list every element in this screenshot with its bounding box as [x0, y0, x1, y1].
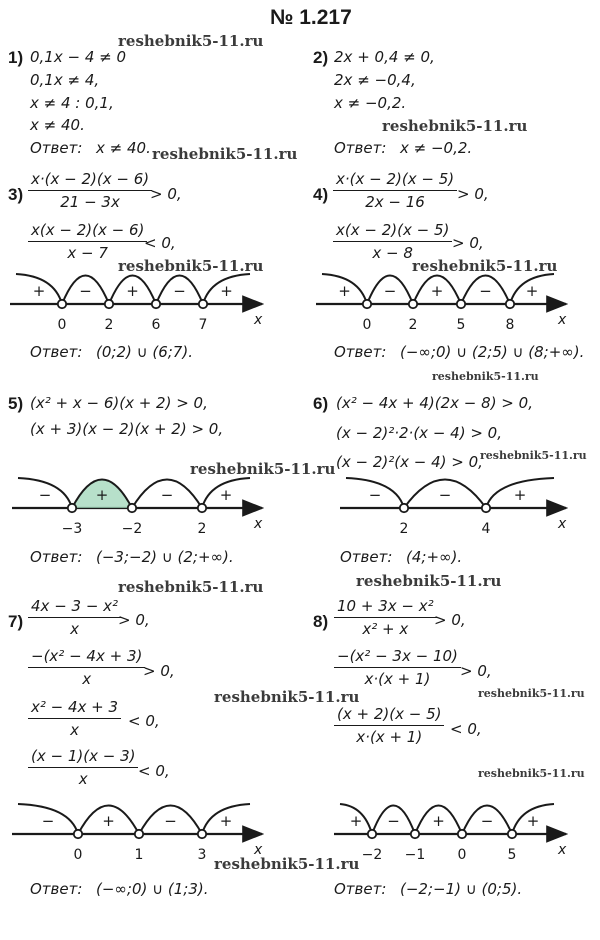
math-line: 2x ≠ −0,4,	[334, 71, 416, 89]
problem-number: 2)	[313, 48, 329, 67]
interval-sign: +	[338, 282, 351, 300]
number-line	[316, 274, 567, 333]
interval-sign: −	[79, 282, 92, 300]
excluded-point	[128, 504, 136, 512]
tick-label: 7	[198, 317, 208, 333]
excluded-point	[74, 830, 82, 838]
watermark: reshebnik5-11.ru	[480, 449, 587, 462]
interval-sign: −	[164, 812, 177, 830]
fraction-denominator: 2x − 16	[365, 193, 425, 211]
tick-label: −1	[404, 847, 426, 863]
interval-sign: +	[526, 812, 540, 830]
answer-label: Ответ:	[334, 139, 387, 157]
inequality-tail: < 0,	[450, 720, 482, 738]
answer-value: (0;2) ∪ (6;7).	[96, 343, 193, 361]
inequality-tail: > 0,	[452, 234, 484, 252]
axis-label: x	[558, 842, 567, 858]
number-line	[12, 804, 263, 863]
excluded-point	[198, 830, 206, 838]
axis-label: x	[558, 516, 567, 532]
answer-value: (−3;−2) ∪ (2;+∞).	[96, 548, 234, 566]
math-line: (x − 2)²(x − 4) > 0,	[336, 453, 483, 471]
tick-label: 2	[197, 521, 207, 537]
math-line: (x − 2)²·2·(x − 4) > 0,	[336, 424, 502, 442]
number-line	[334, 804, 567, 863]
fraction-numerator: x² − 4x + 3	[28, 698, 121, 719]
excluded-point	[411, 830, 419, 838]
problem-number: 5)	[8, 394, 24, 413]
fraction-denominator: x − 8	[372, 244, 413, 262]
interval-sign: +	[102, 812, 115, 830]
excluded-point	[458, 830, 466, 838]
tick-label: 4	[481, 521, 491, 537]
math-line: (x + 3)(x − 2)(x + 2) > 0,	[30, 420, 224, 438]
problem-number: 8)	[313, 612, 329, 631]
fraction-numerator: −(x² − 3x − 10)	[334, 647, 461, 668]
answer-value: x ≠ 40.	[96, 139, 151, 157]
tick-label: −2	[121, 521, 143, 537]
interval-sign: +	[430, 282, 444, 300]
excluded-point	[363, 300, 371, 308]
interval-sign: −	[480, 812, 494, 830]
watermark: reshebnik5-11.ru	[478, 687, 585, 700]
axis-label: x	[558, 312, 567, 328]
number-line	[12, 478, 263, 537]
answer-value: (−∞;0) ∪ (2;5) ∪ (8;+∞).	[400, 343, 585, 361]
excluded-point	[135, 830, 143, 838]
fraction-numerator: (x − 1)(x − 3)	[28, 747, 138, 768]
fraction-denominator: x	[70, 721, 79, 739]
tick-label: 2	[408, 317, 418, 333]
number-line	[340, 478, 567, 537]
interval-sign: −	[383, 282, 397, 300]
fraction-denominator: x − 7	[67, 244, 108, 262]
excluded-point	[368, 830, 376, 838]
interval-sign: +	[126, 282, 139, 300]
problem-number: 1)	[8, 48, 24, 67]
excluded-point	[457, 300, 465, 308]
axis-label: x	[254, 312, 263, 328]
interval-sign: +	[32, 282, 46, 300]
watermark: reshebnik5-11.ru	[412, 257, 558, 275]
interval-sign: +	[219, 812, 233, 830]
answer-value: (4;+∞).	[406, 548, 463, 566]
excluded-point	[199, 300, 207, 308]
answer-label: Ответ:	[30, 548, 83, 566]
fraction-numerator: x·(x − 2)(x − 6)	[28, 170, 152, 191]
excluded-point	[508, 830, 516, 838]
interval-sign: −	[479, 282, 492, 300]
axis-label: x	[254, 516, 263, 532]
excluded-point	[506, 300, 514, 308]
watermark: reshebnik5-11.ru	[478, 767, 585, 780]
excluded-point	[152, 300, 160, 308]
tick-label: 0	[457, 847, 467, 863]
tick-label: −3	[61, 521, 83, 537]
interval-sign: +	[220, 282, 233, 300]
excluded-point	[409, 300, 417, 308]
excluded-point	[400, 504, 408, 512]
fraction-denominator: 21 − 3x	[60, 193, 120, 211]
watermark: reshebnik5-11.ru	[214, 688, 360, 706]
fraction-numerator: (x + 2)(x − 5)	[334, 705, 444, 726]
fraction-numerator: x(x − 2)(x − 6)	[28, 221, 147, 242]
fraction-numerator: −(x² − 4x + 3)	[28, 647, 145, 668]
watermark: reshebnik5-11.ru	[118, 257, 264, 275]
interval-sign: +	[95, 486, 109, 504]
axis-label: x	[254, 842, 263, 858]
inequality-tail: < 0,	[144, 234, 176, 252]
watermark: reshebnik5-11.ru	[118, 578, 264, 596]
interval-sign: −	[438, 486, 452, 504]
fraction-numerator: x(x − 2)(x − 5)	[333, 221, 452, 242]
fraction-numerator: 4x − 3 − x²	[28, 597, 121, 618]
number-line	[10, 274, 263, 333]
inequality-tail: > 0,	[150, 185, 182, 203]
interval-sign: −	[160, 486, 174, 504]
tick-label: −2	[361, 847, 383, 863]
interval-sign: −	[173, 282, 186, 300]
interval-sign: −	[387, 812, 400, 830]
inequality-tail: < 0,	[138, 762, 170, 780]
fraction-denominator: x	[82, 670, 92, 688]
answer-label: Ответ:	[334, 343, 387, 361]
fraction-denominator: x	[78, 770, 88, 788]
watermark: reshebnik5-11.ru	[214, 855, 360, 873]
fraction-denominator: x² + x	[362, 620, 409, 638]
watermark: reshebnik5-11.ru	[382, 117, 528, 135]
math-line: 2x + 0,4 ≠ 0,	[334, 48, 435, 66]
interval-sign: −	[41, 812, 55, 830]
excluded-point	[482, 504, 490, 512]
interval-sign: +	[219, 486, 233, 504]
fraction-numerator: x·(x − 2)(x − 5)	[333, 170, 457, 191]
watermark: reshebnik5-11.ru	[118, 32, 264, 50]
answer-value: (−2;−1) ∪ (0;5).	[400, 880, 523, 898]
math-line: x ≠ 4 : 0,1,	[30, 94, 114, 112]
watermark: reshebnik5-11.ru	[190, 460, 336, 478]
answer-label: Ответ:	[340, 548, 393, 566]
excluded-point	[105, 300, 113, 308]
fraction-denominator: x·(x + 1)	[356, 728, 423, 746]
watermark: reshebnik5-11.ru	[152, 145, 298, 163]
answer-value: x ≠ −0,2.	[400, 139, 473, 157]
excluded-point	[198, 504, 206, 512]
tick-label: 5	[507, 847, 517, 863]
tick-label: 2	[104, 317, 114, 333]
tick-label: 8	[505, 317, 515, 333]
interval-sign: +	[513, 486, 527, 504]
tick-label: 5	[456, 317, 466, 333]
interval-sign: −	[38, 486, 52, 504]
watermark: reshebnik5-11.ru	[356, 572, 502, 590]
math-line: x ≠ −0,2.	[334, 94, 407, 112]
inequality-tail: > 0,	[143, 662, 175, 680]
problem-number: 3)	[8, 185, 24, 204]
watermark: reshebnik5-11.ru	[432, 370, 539, 383]
inequality-tail: > 0,	[457, 185, 489, 203]
math-line: x ≠ 40.	[30, 116, 85, 134]
excluded-point	[68, 504, 76, 512]
problem-number: 7)	[8, 612, 24, 631]
math-line: 0,1x − 4 ≠ 0	[30, 48, 127, 66]
problem-number: 4)	[313, 185, 329, 204]
answer-label: Ответ:	[30, 139, 83, 157]
tick-label: 0	[73, 847, 83, 863]
tick-label: 0	[362, 317, 372, 333]
inequality-tail: < 0,	[128, 712, 160, 730]
inequality-tail: > 0,	[434, 611, 466, 629]
interval-sign: +	[432, 812, 445, 830]
math-line: (x² + x − 6)(x + 2) > 0,	[30, 394, 208, 412]
fraction-numerator: 10 + 3x − x²	[334, 597, 437, 618]
tick-label: 2	[399, 521, 409, 537]
excluded-point	[58, 300, 66, 308]
answer-label: Ответ:	[334, 880, 387, 898]
tick-label: 1	[134, 847, 144, 863]
tick-label: 0	[57, 317, 67, 333]
fraction-denominator: x·(x + 1)	[364, 670, 431, 688]
page-title: № 1.217	[270, 6, 352, 29]
inequality-tail: > 0,	[460, 662, 492, 680]
interval-sign: +	[349, 812, 363, 830]
answer-value: (−∞;0) ∪ (1;3).	[96, 880, 209, 898]
math-line: 0,1x ≠ 4,	[30, 71, 100, 89]
interval-sign: +	[525, 282, 539, 300]
tick-label: 6	[151, 317, 161, 333]
problem-number: 6)	[313, 394, 329, 413]
math-line: (x² − 4x + 4)(2x − 8) > 0,	[336, 394, 533, 412]
answer-label: Ответ:	[30, 880, 83, 898]
inequality-tail: > 0,	[118, 611, 150, 629]
answer-label: Ответ:	[30, 343, 83, 361]
fraction-denominator: x	[70, 620, 79, 638]
interval-sign: −	[368, 486, 382, 504]
tick-label: 3	[197, 847, 207, 863]
